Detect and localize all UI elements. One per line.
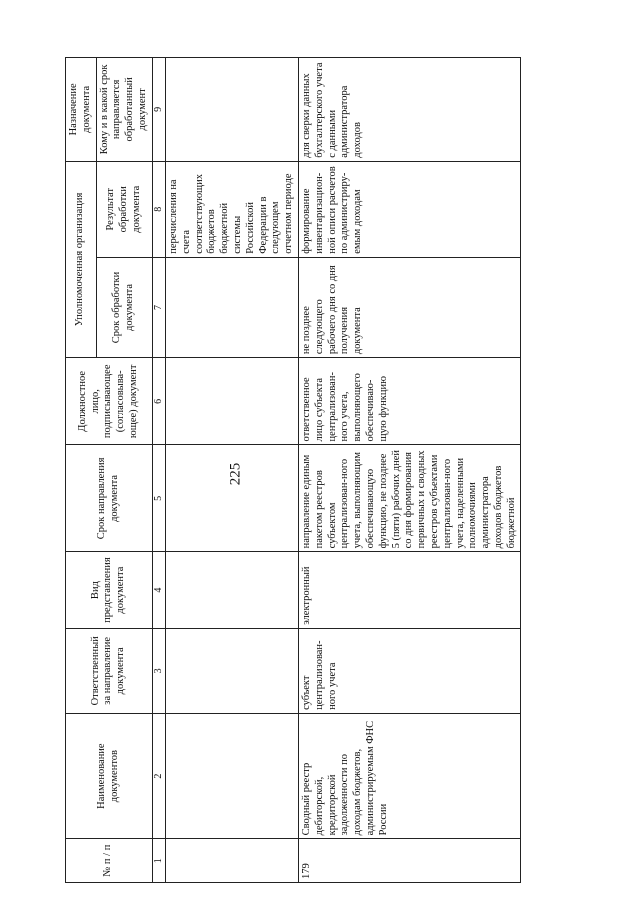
header-group-organization: Уполномоченная организация <box>66 161 97 357</box>
page-number: 225 <box>227 462 244 486</box>
header-row-1 <box>66 58 97 883</box>
header-group-purpose: Назначение документа <box>66 58 97 162</box>
table-cell <box>165 358 298 445</box>
row-processing-deadline: не позднее следующего рабочего дня со дня получения документа <box>298 257 521 357</box>
row-form: электронный <box>298 552 521 628</box>
column-number: 1 <box>152 839 165 883</box>
column-numbers-row <box>152 58 165 883</box>
column-number: 8 <box>152 161 165 257</box>
continued-result-cell: перечисления на счета соответствующих бюджетов бюджетной системы Российской Федерации в следующем отчетном периоде <box>165 161 298 257</box>
table-cell <box>165 58 298 162</box>
header-name: Наименование документов <box>66 713 153 838</box>
table-cell <box>165 445 298 552</box>
header-result: Результат обработки документа <box>96 161 152 257</box>
row-document-name: Сводный реестр дебиторской, кредиторской задолженности по доходам бюджетов, администрируемым ФНС России <box>298 713 521 838</box>
header-destination: Кому и в какой срок направляется обработанный документ <box>96 58 152 162</box>
column-number: 5 <box>152 445 165 552</box>
header-processing-deadline: Срок обработки документа <box>96 257 152 357</box>
header-deadline: Срок направления документа <box>66 445 153 552</box>
row-responsible: субъект централизован-ного учета <box>298 628 521 713</box>
table-cell <box>165 839 298 883</box>
document-table <box>65 57 521 883</box>
table-cell <box>165 552 298 628</box>
continued-row <box>165 58 298 883</box>
row-result: формирование инвентаризацион-ной описи расчетов по администриру-емым доходам <box>298 161 521 257</box>
table-cell <box>165 257 298 357</box>
header-form: Вид представления документа <box>66 552 153 628</box>
column-number: 4 <box>152 552 165 628</box>
header-signer: Должностное лицо, подписывающее (согласовыва-ющее) документ <box>66 358 153 445</box>
table-row-179 <box>298 58 521 883</box>
column-number: 3 <box>152 628 165 713</box>
row-signer: ответственное лицо субъекта централизован-ного учета, выполняющего обеспечиваю-щую функцию <box>298 358 521 445</box>
column-number: 2 <box>152 713 165 838</box>
table-cell <box>165 628 298 713</box>
row-number: 179 <box>298 839 521 883</box>
row-deadline: направление единым пакетом реестров субъектом централизован-ного учета, выполняющим обеспечивающую функцию, не позднее 5 (пяти) рабочих дней со дня формирования первичных и сводных реестров субъектами централизован-ного учета, наделенными полномочиями администратора доходов бюджетов бюджетной <box>298 445 521 552</box>
rotated-table-container <box>65 57 517 883</box>
column-number: 6 <box>152 358 165 445</box>
column-number: 9 <box>152 58 165 162</box>
header-responsible: Ответственный за направление документа <box>66 628 153 713</box>
row-destination: для сверки данных бухгалтерского учета с данными администратора доходов <box>298 58 521 162</box>
header-number: № п / п <box>66 839 153 883</box>
table-cell <box>165 713 298 838</box>
column-number: 7 <box>152 257 165 357</box>
